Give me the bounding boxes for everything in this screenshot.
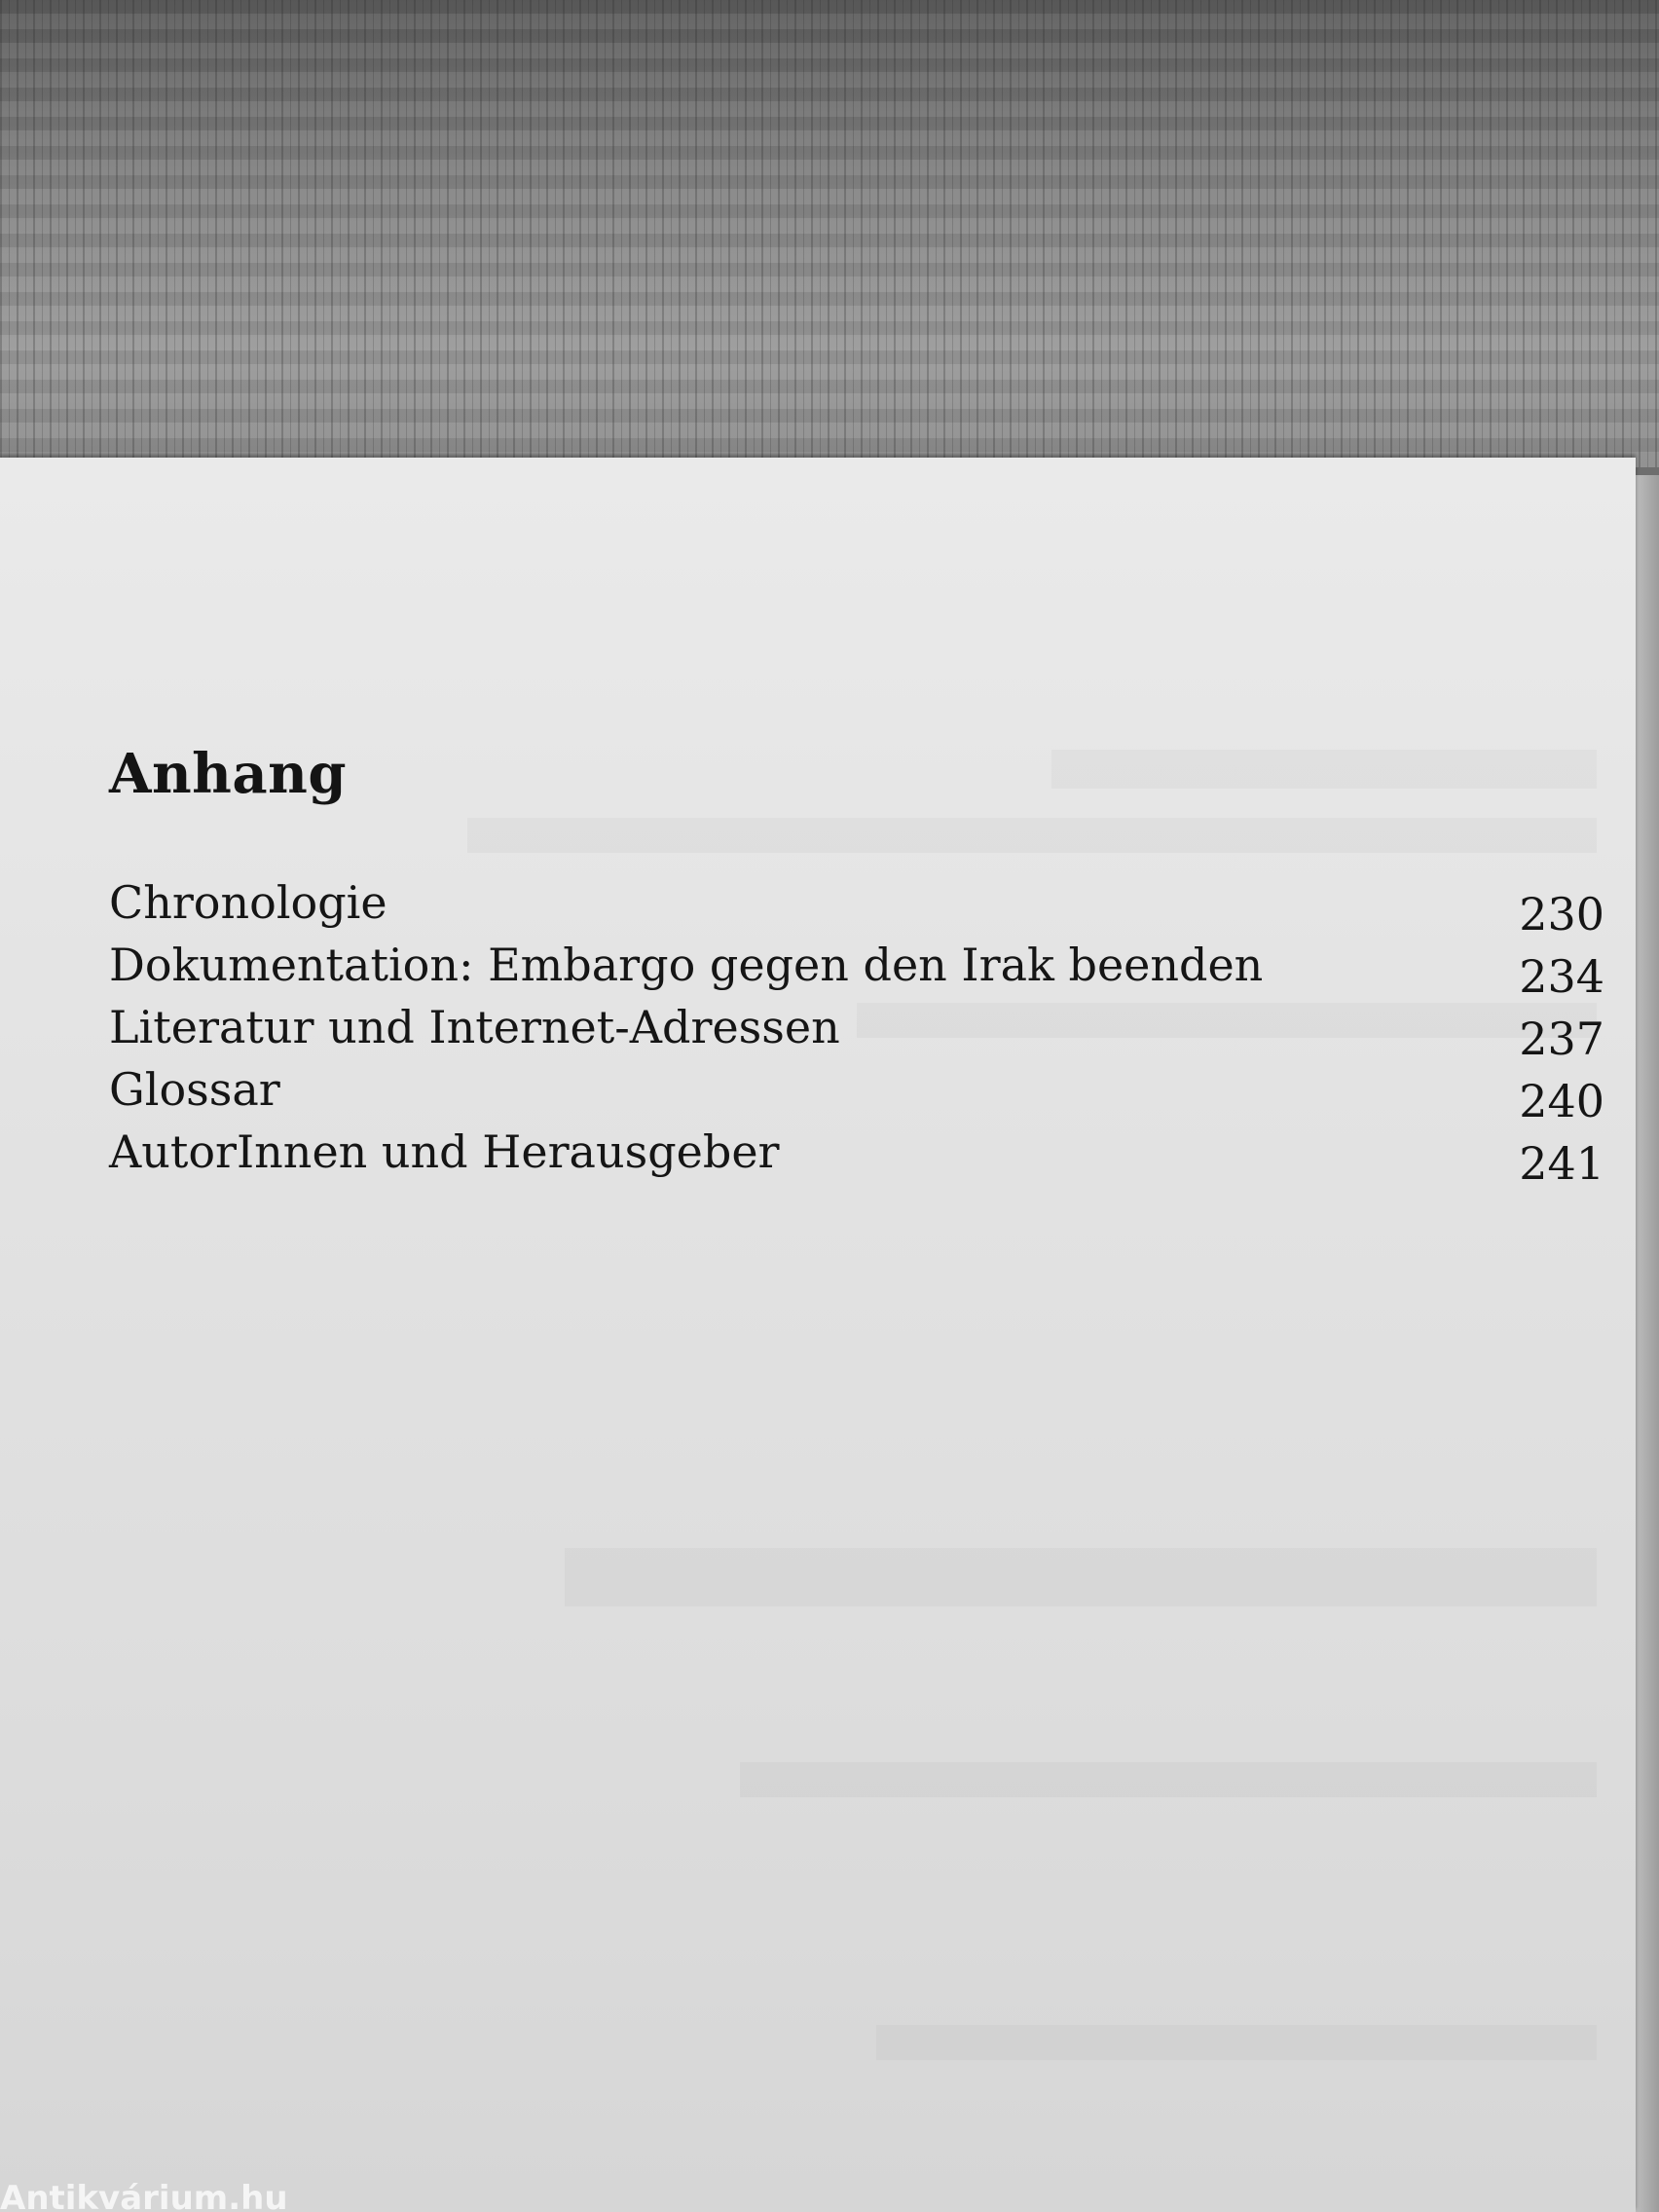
toc-entry xyxy=(109,1125,1604,1188)
show-through-block-1 xyxy=(1051,750,1597,789)
page-edge xyxy=(1636,475,1659,2212)
table-background xyxy=(0,0,1659,467)
toc-entry-title: AutorInnen und Herausgeber xyxy=(109,1125,780,1178)
toc-entry-page: 241 xyxy=(1519,1137,1604,1190)
toc-entry-title: Glossar xyxy=(109,1063,280,1116)
toc-entry-title: Dokumentation: Embargo gegen den Irak beenden xyxy=(109,939,1264,991)
toc-entry-title: Chronologie xyxy=(109,876,387,929)
toc-entry-title: Literatur und Internet-Adressen xyxy=(109,1001,840,1053)
show-through-block-6 xyxy=(876,2025,1597,2060)
show-through-block-4 xyxy=(565,1548,1597,1606)
table-of-contents xyxy=(109,876,1604,1188)
toc-entry-page: 234 xyxy=(1519,950,1604,1003)
toc-entry xyxy=(109,876,1604,939)
toc-entry-page: 230 xyxy=(1519,888,1604,940)
toc-entry-page: 240 xyxy=(1519,1075,1604,1127)
book-page xyxy=(0,458,1636,2212)
toc-entry xyxy=(109,939,1604,1001)
toc-heading: Anhang xyxy=(109,742,348,806)
toc-entry xyxy=(109,1063,1604,1125)
show-through-block-5 xyxy=(740,1762,1597,1797)
toc-entry-page: 237 xyxy=(1519,1013,1604,1065)
watermark: Antikvárium.hu xyxy=(0,2179,288,2212)
toc-entry xyxy=(109,1001,1604,1063)
show-through-block-2 xyxy=(467,818,1597,853)
